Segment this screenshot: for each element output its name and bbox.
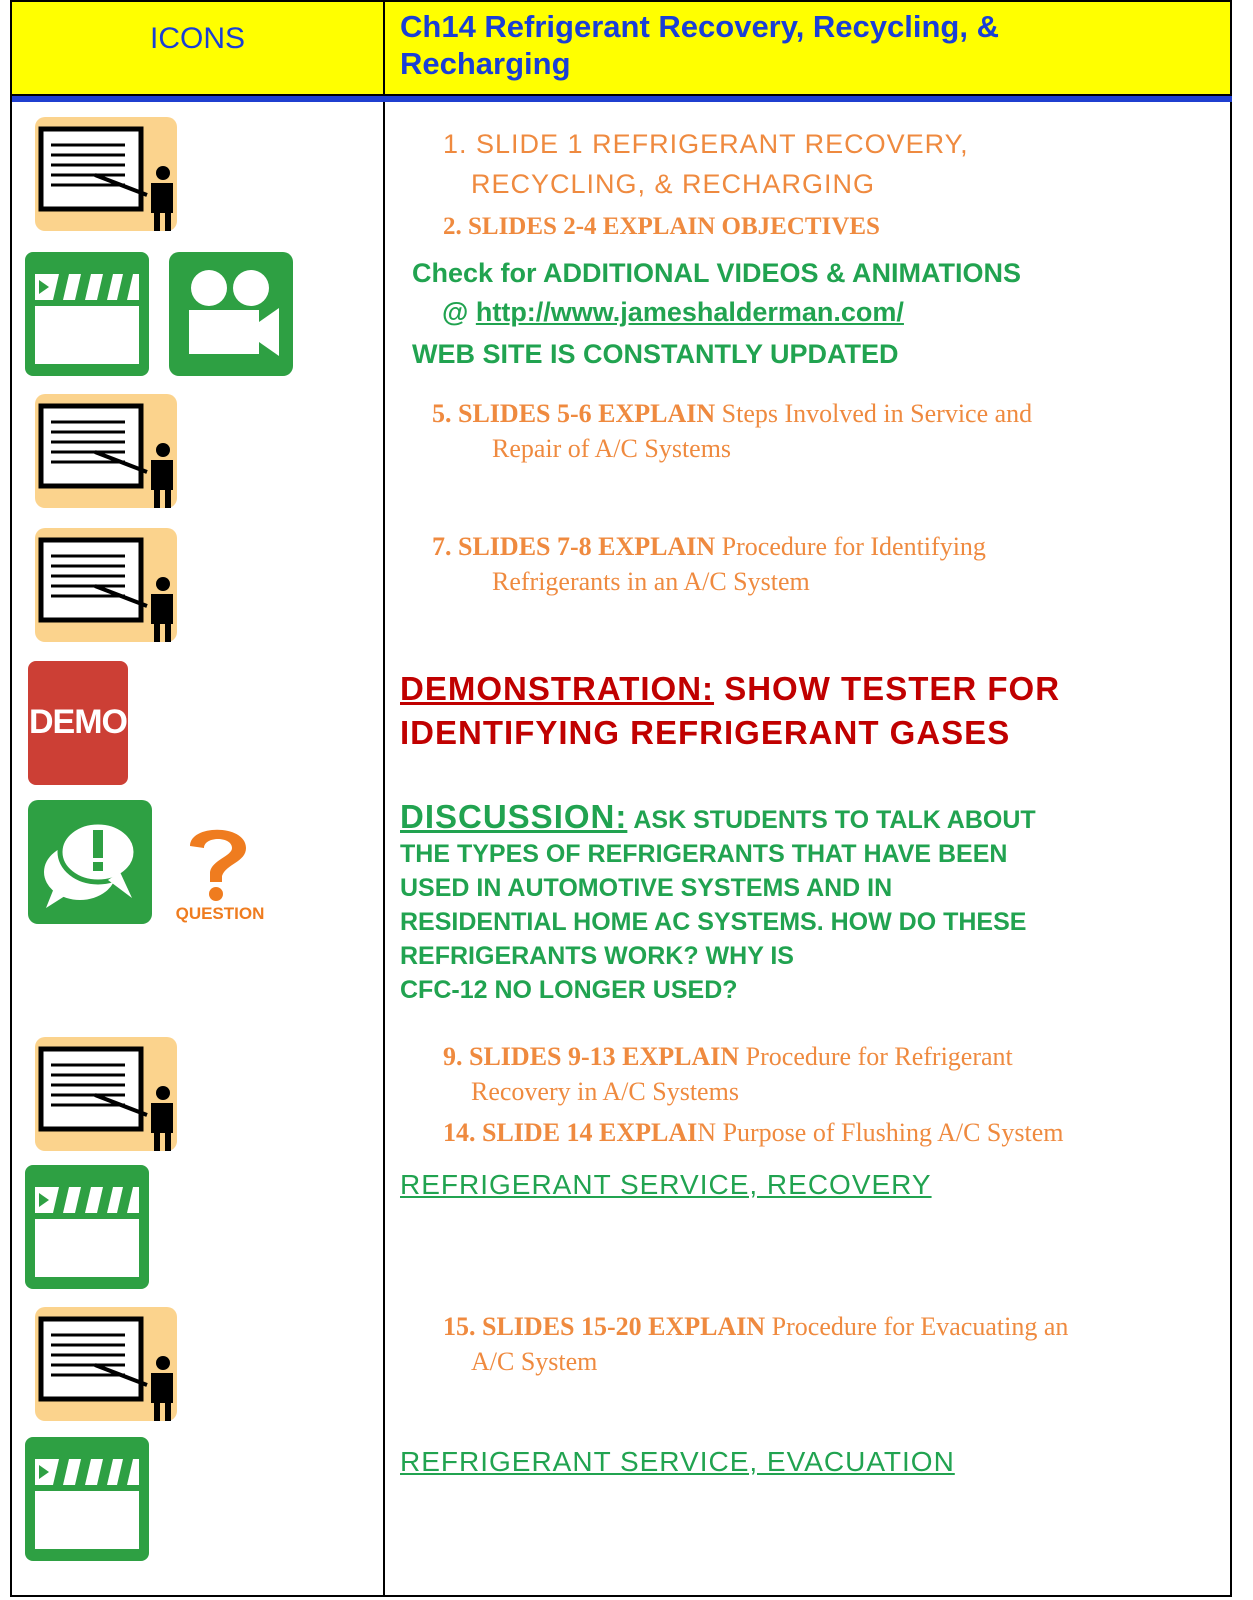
- discussion-block: [400, 800, 1036, 1007]
- discussion-rest: ASK STUDENTS TO TALK ABOUT: [627, 806, 1036, 834]
- discussion-line2: THE TYPES OF REFRIGERANTS THAT HAVE BEEN: [400, 840, 1008, 868]
- discussion-line4: RESIDENTIAL HOME AC SYSTEMS. HOW DO THESE: [400, 908, 1027, 936]
- slide9-line1: [443, 1040, 1013, 1074]
- slide14-n: N: [697, 1118, 717, 1147]
- column-divider: [383, 0, 385, 1597]
- slide7-bold: 7. SLIDES 7-8 EXPLAIN: [432, 532, 716, 561]
- slide7-line1: [432, 530, 986, 564]
- discussion-line6: CFC-12 NO LONGER USED?: [400, 976, 738, 1004]
- evacuation-video-link[interactable]: REFRIGERANT SERVICE, EVACUATION: [400, 1446, 955, 1477]
- demo-line1: [400, 668, 1060, 710]
- halderman-website-link[interactable]: http://www.jameshalderman.com/: [475, 297, 904, 327]
- teacher-presentation-icon: [35, 1307, 177, 1421]
- demo-rest: SHOW TESTER FOR: [714, 670, 1061, 707]
- teacher-presentation-icon: [35, 528, 177, 642]
- slide15-bold: 15. SLIDES 15-20 EXPLAIN: [443, 1312, 766, 1341]
- videos-at: @: [442, 297, 476, 327]
- teacher-presentation-icon: [35, 117, 177, 231]
- slide1-line2: RECYCLING, & RECHARGING: [471, 169, 876, 199]
- discussion-label: DISCUSSION:: [400, 798, 628, 835]
- teacher-presentation-icon: [35, 394, 177, 508]
- video-camera-icon: [169, 252, 293, 376]
- slide9-line2: Recovery in A/C Systems: [471, 1077, 739, 1106]
- discussion-line1: [400, 800, 1036, 837]
- chapter-title-line1: Ch14 Refrigerant Recovery, Recycling, &: [400, 9, 999, 44]
- chapter-title: [400, 8, 1220, 82]
- slide15-line1: [443, 1310, 1068, 1344]
- slide15-line2: A/C System: [471, 1347, 598, 1376]
- discussion-line5: REFRIGERANTS WORK? WHY IS: [400, 942, 794, 970]
- slide14-line: [443, 1116, 1064, 1150]
- slide1-line1: 1. SLIDE 1 REFRIGERANT RECOVERY,: [443, 129, 969, 159]
- slide9-rest: Procedure for Refrigerant: [739, 1042, 1013, 1071]
- question-icon-label: QUESTION: [175, 904, 265, 923]
- demo-icon-label: DEMO: [29, 703, 127, 741]
- discussion-line3: USED IN AUTOMOTIVE SYSTEMS AND IN: [400, 874, 893, 902]
- demo-line2: IDENTIFYING REFRIGERANT GASES: [400, 714, 1011, 751]
- video-clapper-icon: [25, 252, 149, 376]
- slide5-rest: Steps Involved in Service and: [715, 399, 1033, 428]
- header-underline: [12, 96, 1232, 102]
- question-icon: [178, 818, 258, 902]
- video-clapper-icon: [25, 1437, 149, 1561]
- slide14-rest: Purpose of Flushing A/C System: [716, 1118, 1064, 1147]
- recovery-video-link[interactable]: REFRIGERANT SERVICE, RECOVERY: [400, 1169, 932, 1200]
- slide15-rest: Procedure for Evacuating an: [765, 1312, 1069, 1341]
- videos-line2: [442, 297, 904, 328]
- slide5-line2: Repair of A/C Systems: [492, 434, 732, 463]
- slide9-bold: 9. SLIDES 9-13 EXPLAIN: [443, 1042, 740, 1071]
- videos-line3: WEB SITE IS CONSTANTLY UPDATED: [412, 339, 899, 369]
- slide2-item: 2. SLIDES 2-4 EXPLAIN OBJECTIVES: [443, 213, 880, 240]
- slide14-bold: 14. SLIDE 14 EXPLAI: [443, 1118, 698, 1147]
- demo-label: DEMONSTRATION:: [400, 670, 715, 707]
- video-clapper-icon: [25, 1165, 149, 1289]
- icons-column-title: ICONS: [149, 22, 245, 55]
- slide7-rest: Procedure for Identifying: [715, 532, 986, 561]
- slide5-line1: [432, 397, 1032, 431]
- demo-icon: [28, 661, 128, 785]
- header-divider: [383, 0, 385, 96]
- chapter-title-line2: Recharging: [400, 46, 571, 81]
- slide5-bold: 5. SLIDES 5-6 EXPLAIN: [432, 399, 716, 428]
- discussion-icon: [28, 800, 152, 924]
- teacher-presentation-icon: [35, 1037, 177, 1151]
- slide7-line2: Refrigerants in an A/C System: [492, 567, 810, 596]
- videos-line1: Check for ADDITIONAL VIDEOS & ANIMATIONS: [412, 258, 1022, 288]
